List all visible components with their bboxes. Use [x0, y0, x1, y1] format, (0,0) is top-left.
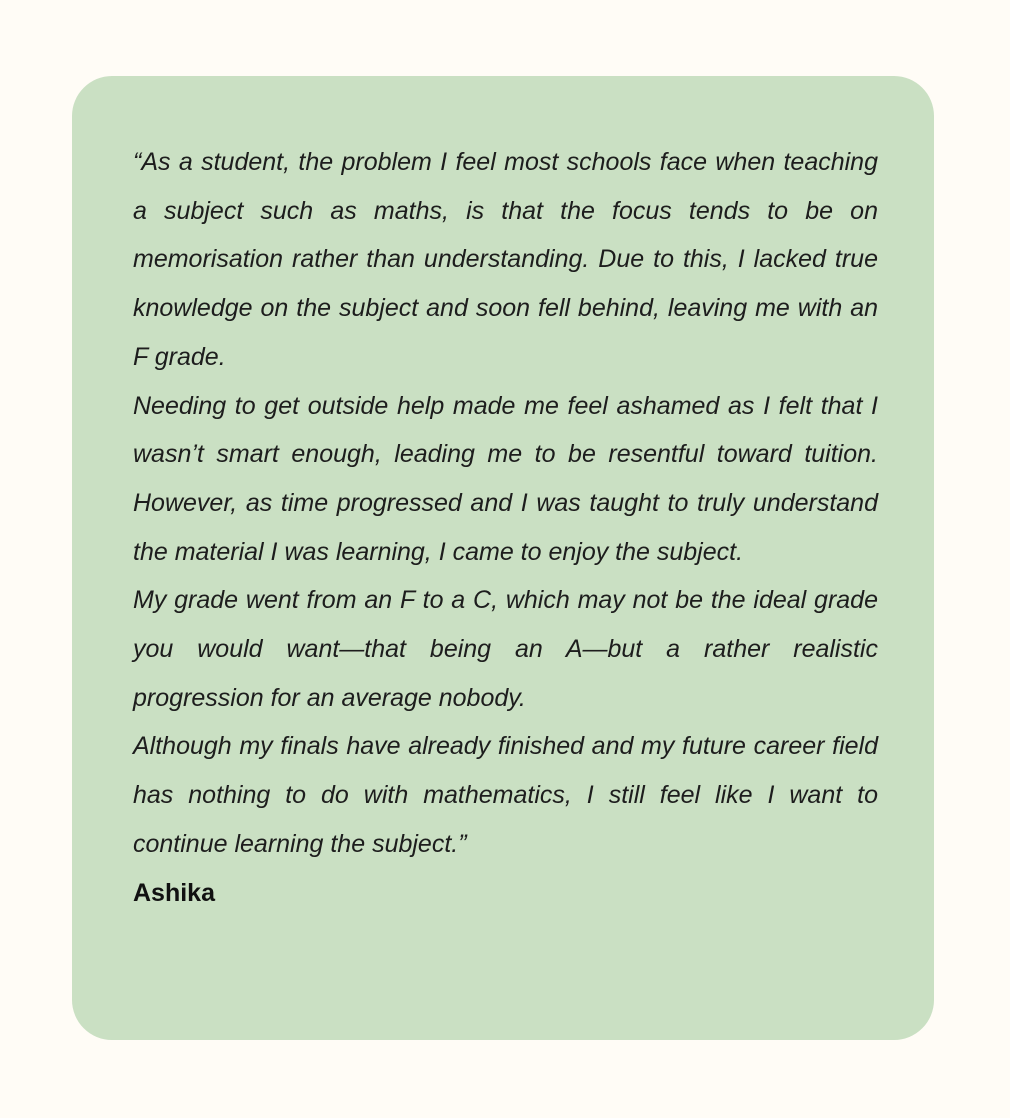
quote-paragraph-4: Although my finals have already finished and my future career field has nothing to do with mathematics, I still feel like I want to continue learning the subject.”: [133, 732, 878, 858]
quote-paragraph-3: My grade went from an F to a C, which may not be the ideal grade you would want—that being an A—but a rather realistic progression for an average nobody.: [133, 586, 878, 712]
testimonial-author: Ashika: [133, 878, 215, 907]
quote-paragraph-2: Needing to get outside help made me feel ashamed as I felt that I wasn’t smart enough, leading me to be resentful toward tuition. However, as time progressed and I was taught to truly understand the material I was learning, I came to enjoy the subject.: [133, 391, 878, 566]
testimonial-card: [72, 76, 934, 1040]
quote-paragraph-1: “As a student, the problem I feel most schools face when teaching a subject such as maths, is that the focus tends to be on memorisation rather than understanding. Due to this, I lacked true knowledge on the subject and soon fell behind, leaving me with an F grade.: [133, 148, 878, 371]
testimonial-quote: [133, 138, 878, 869]
